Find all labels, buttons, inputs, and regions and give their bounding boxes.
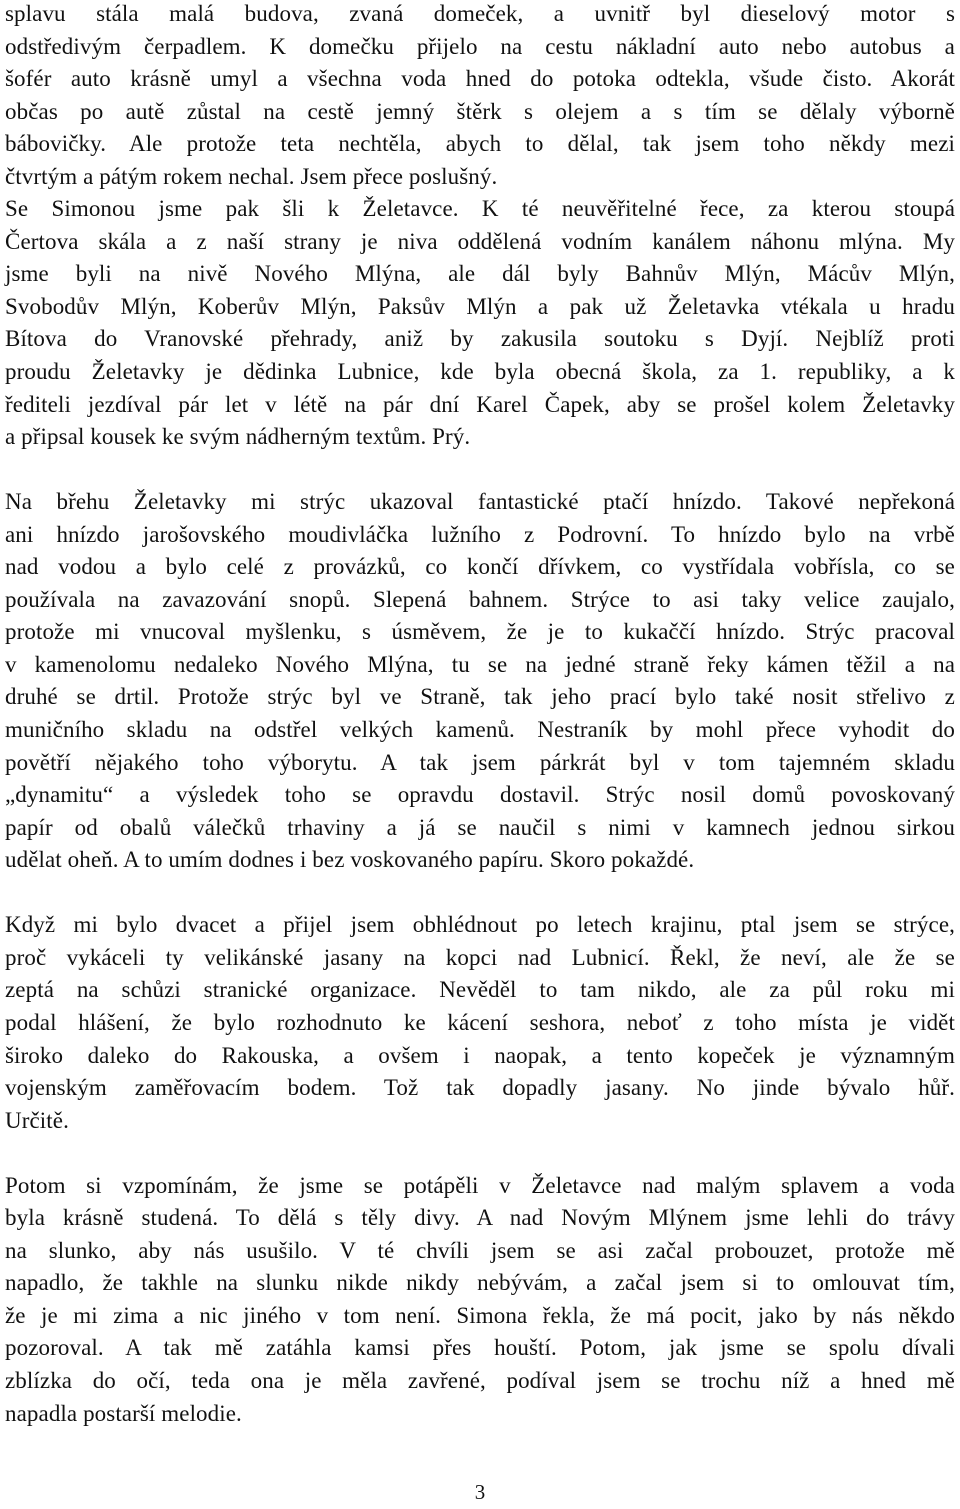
text-line: na slunko, aby nás usušilo. V té chvíli jsem se asi začal probouzet, protože mě: [5, 1237, 955, 1263]
text-line: používala na zavazování snopů. Slepená bahnem. Strýce to asi taky velice zaujalo,: [5, 586, 955, 612]
paragraph-3: [5, 909, 955, 1137]
text-line: v kamenolomu nedaleko Nového Mlýna, tu se na jedné straně řeky kámen těžil a na: [5, 651, 955, 677]
text-line: muničního skladu na odstřel velkých kamenů. Nestraník by mohl přece vyhodit do: [5, 717, 955, 743]
text-line: a připsal kousek ke svým nádherným textům. Prý.: [5, 424, 471, 450]
text-line: druhé se drtil. Protože strýc byl ve Straně, tak jeho prací bylo také nosit střelivo z: [5, 684, 955, 710]
text-line: zeptá na schůzi stranické organizace. Nevěděl to tam nikdo, ale za půl roku mi: [5, 977, 955, 1003]
text-line: Potom si vzpomínám, že jsme se potápěli v Želetavce nad malým splavem a voda: [5, 1172, 955, 1198]
text-line: vojenským zaměřovacím bodem. Tož tak dopadly jasany. No jinde bývalo hůř.: [5, 1075, 955, 1101]
paragraph-gap: [5, 454, 955, 487]
text-line: protože mi vnucoval myšlenku, s úsměvem, že je to kukaččí hnízdo. Strýc pracoval: [5, 619, 955, 645]
text-line: Na břehu Želetavky mi strýc ukazoval fantastické ptačí hnízdo. Takové nepřekoná: [5, 489, 955, 515]
text-line: pozoroval. A tak mě zatáhla kamsi přes houští. Potom, jak jsme se spolu dívali: [5, 1335, 955, 1361]
text-line: občas po autě zůstal na cestě jemný štěrk s olejem a s tím se dělaly výborně: [5, 98, 955, 124]
text-line: ani hnízdo jarošovského moudivláčka lužního z Podrovní. To hnízdo bylo na vrbě: [5, 521, 955, 547]
text-line: Svobodův Mlýn, Koberův Mlýn, Paksův Mlýn a pak už Želetavka vtékala u hradu: [5, 293, 955, 319]
text-line: bábovičky. Ale protože teta nechtěla, abych to dělal, tak jsem toho někdy mezi: [5, 131, 955, 157]
text-line: udělat oheň. A to umím dodnes i bez voskovaného papíru. Skoro pokaždé.: [5, 847, 695, 873]
paragraph-gap: [5, 877, 955, 910]
text-line: Bítova do Vranovské přehrady, aniž by zakusila soutoku s Dyjí. Nejblíž proti: [5, 326, 955, 352]
text-line: řediteli jezdíval pár let v létě na pár dní Karel Čapek, aby se prošel kolem Želetavky: [5, 391, 955, 417]
text-line: zblízka do očí, teda ona je měla zavřené, podíval jsem se trochu níž a hned mě: [5, 1367, 955, 1393]
text-line: šofér auto krásně umyl a všechna voda hned do potoka odtekla, všude čisto. Akorát: [5, 66, 955, 92]
text-line: napadlo, že takhle na slunku nikde nikdy nebývám, a začal jsem si to omlouvat tím,: [5, 1270, 955, 1296]
text-line: Se Simonou jsme pak šli k Želetavce. K té neuvěřitelné řece, za kterou stoupá: [5, 196, 955, 222]
text-line: byla krásně studená. To dělá s těly divy. A nad Novým Mlýnem jsme lehli do trávy: [5, 1205, 955, 1231]
paragraph-4: [5, 1170, 955, 1430]
paragraph-gap: [5, 1137, 955, 1170]
text-line: podal hlášení, že bylo rozhodnuto ke kácení seshora, neboť z toho místa je vidět: [5, 1009, 955, 1035]
paragraph-1: [5, 0, 955, 454]
text-line: papír od obalů válečků trhaviny a já se naučil s nimi v kamnech jednou sirkou: [5, 814, 955, 840]
text-line: že je mi zima a nic jiného v tom není. Simona řekla, že má pocit, jako by nás někdo: [5, 1302, 955, 1328]
text-line: proč vykáceli ty velikánské jasany na kopci nad Lubnicí. Řekl, že neví, ale že se: [5, 944, 955, 970]
text-line: povětří nějakého toho výborytu. A tak jsem párkrát byl v tom tajemném skladu: [5, 749, 955, 775]
text-line: splavu stála malá budova, zvaná domeček, a uvnitř byl dieselový motor s: [5, 1, 955, 26]
text-line: nad vodou a bylo celé z provázků, co končí dřívkem, co vystřídala vobřísla, co se: [5, 554, 955, 580]
paragraph-2: [5, 486, 955, 877]
text-line: Určitě.: [5, 1107, 69, 1133]
text-line: proudu Želetavky je dědinka Lubnice, kde byla obecná škola, za 1. republiky, a k: [5, 359, 955, 385]
text-line: napadla postarší melodie.: [5, 1400, 242, 1426]
text-line: jsme byli na nivě Nového Mlýna, ale dál byly Bahnův Mlýn, Mácův Mlýn,: [5, 261, 955, 287]
text-line: „dynamitu“ a výsledek toho se opravdu dostavil. Strýc nosil domů povoskovaný: [5, 782, 955, 808]
text-line: čtvrtým a pátým rokem nechal. Jsem přece poslušný.: [5, 163, 498, 189]
text-line: široko daleko do Rakouska, a ovšem i naopak, a tento kopeček je významným: [5, 1042, 955, 1068]
text-line: Když mi bylo dvacet a přijel jsem obhlédnout po letech krajinu, ptal jsem se strýce,: [5, 912, 955, 938]
text-line: odstředivým čerpadlem. K domečku přijelo na cestu nákladní auto nebo autobus a: [5, 33, 955, 59]
page-number: 3: [474, 1480, 486, 1504]
text-line: Čertova skála a z naší strany je niva oddělená vodním kanálem náhonu mlýna. My: [5, 228, 955, 254]
